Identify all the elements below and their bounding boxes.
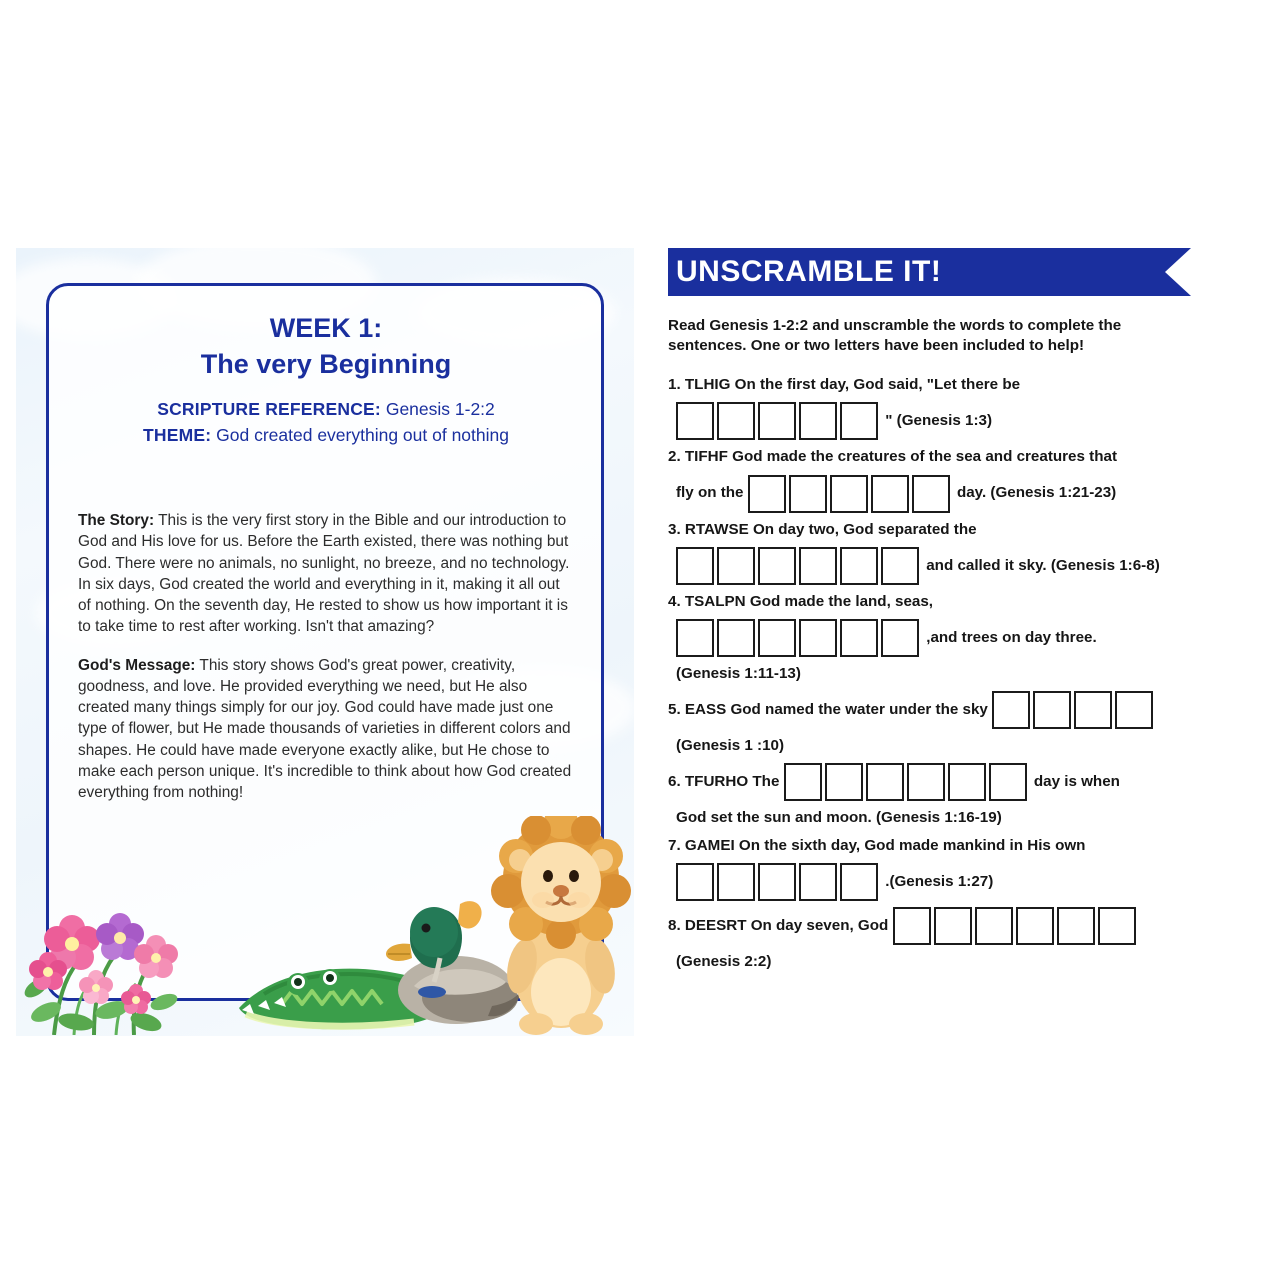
unscramble-question <box>668 691 1228 757</box>
question-answer-row <box>676 402 1228 440</box>
scripture-label: SCRIPTURE REFERENCE: <box>157 399 381 419</box>
question-head <box>668 519 1228 541</box>
scrambled-word: RTAWSE <box>684 520 753 538</box>
answer-box[interactable] <box>1033 691 1071 729</box>
scrambled-word: EASS <box>684 700 731 718</box>
lion-illustration <box>486 816 634 1036</box>
answer-box[interactable] <box>717 863 755 901</box>
question-text-after: day. (Genesis 1:21-23) <box>952 484 1117 502</box>
question-number: 1. <box>668 376 685 394</box>
message-paragraph <box>78 655 576 804</box>
section-banner <box>668 248 1165 296</box>
answer-box[interactable] <box>676 547 714 585</box>
lesson-body <box>78 510 576 820</box>
answer-box[interactable] <box>830 475 868 513</box>
answer-box[interactable] <box>948 763 986 801</box>
question-number: 8. <box>668 916 685 934</box>
page-title <box>76 310 576 383</box>
answer-boxes[interactable] <box>784 763 1030 801</box>
answer-box[interactable] <box>907 763 945 801</box>
scrambled-word: TLHIG <box>684 376 735 394</box>
banner-title: UNSCRAMBLE IT! <box>676 255 942 288</box>
answer-boxes[interactable] <box>676 863 881 901</box>
scrambled-word: TSALPN <box>684 592 750 610</box>
question-text-after: ,and trees on day three. <box>922 628 1097 646</box>
question-tail-text: God set the sun and moon. (Genesis 1:16-19) <box>676 808 1002 826</box>
banner-arrow-icon <box>1165 248 1191 296</box>
answer-boxes[interactable] <box>676 402 881 440</box>
answer-box[interactable] <box>893 907 931 945</box>
question-text: On the sixth day, God made mankind in His own <box>738 836 1086 854</box>
unscramble-section <box>668 248 1228 1058</box>
week-title-line1: WEEK 1: <box>269 313 383 343</box>
question-text: On day two, God separated the <box>752 520 977 538</box>
answer-box[interactable] <box>1115 691 1153 729</box>
question-head <box>668 835 1228 857</box>
unscramble-question <box>668 519 1228 585</box>
unscramble-question <box>668 835 1228 901</box>
question-tail <box>676 807 1228 829</box>
scripture-reference <box>76 396 576 422</box>
answer-box[interactable] <box>717 402 755 440</box>
answer-box[interactable] <box>676 619 714 657</box>
question-answer-row <box>676 547 1228 585</box>
scripture-value: Genesis 1-2:2 <box>380 399 495 419</box>
question-text: The <box>752 772 784 790</box>
unscramble-question <box>668 763 1228 829</box>
unscramble-question <box>668 591 1228 685</box>
answer-boxes[interactable] <box>748 475 953 513</box>
questions-list <box>668 374 1228 972</box>
answer-box[interactable] <box>789 475 827 513</box>
answer-box[interactable] <box>758 402 796 440</box>
question-text-after: .(Genesis 1:27) <box>881 872 994 890</box>
answer-box[interactable] <box>1057 907 1095 945</box>
question-number: 7. <box>668 836 685 854</box>
lesson-card <box>16 248 634 1036</box>
question-tail-text: (Genesis 2:2) <box>676 952 772 970</box>
story-paragraph <box>78 510 576 638</box>
answer-box[interactable] <box>1074 691 1112 729</box>
answer-box[interactable] <box>975 907 1013 945</box>
question-text: On day seven, God <box>750 916 893 934</box>
question-number: 2. <box>668 448 685 466</box>
answer-boxes[interactable] <box>992 691 1156 729</box>
question-answer-row <box>676 619 1228 657</box>
answer-box[interactable] <box>758 619 796 657</box>
theme-value: God created everything out of nothing <box>211 425 509 446</box>
question-head <box>668 591 1228 613</box>
question-number: 3. <box>668 520 685 538</box>
unscramble-question <box>668 446 1228 512</box>
question-text: God made the creatures of the sea and creatures that <box>732 448 1118 466</box>
answer-box[interactable] <box>717 619 755 657</box>
question-tail <box>676 663 1228 685</box>
answer-box[interactable] <box>992 691 1030 729</box>
unscramble-question <box>668 907 1228 973</box>
question-text-after: " (Genesis 1:3) <box>881 412 993 430</box>
question-head <box>668 763 1228 801</box>
question-text: God made the land, seas, <box>749 592 934 610</box>
scrambled-word: TFURHO <box>684 772 753 790</box>
question-text-after: day is when <box>1029 772 1120 790</box>
answer-box[interactable] <box>840 547 878 585</box>
theme-reference <box>76 422 576 448</box>
scrambled-word: GAMEI <box>684 836 739 854</box>
answer-box[interactable] <box>748 475 786 513</box>
answer-box[interactable] <box>881 619 919 657</box>
story-text: This is the very first story in the Bible and our introduction to God and His love for us. Before the Earth existed, there was nothing but God. There were no animals, no sunlight, no breeze, and no technology. In six days, God created the world and everything in it, making it all out of nothing. On the seventh day, He rested to show us how important it is to take time to rest after working. Isn't that amazing? <box>78 512 570 636</box>
question-number: 4. <box>668 592 685 610</box>
answer-box[interactable] <box>825 763 863 801</box>
answer-box[interactable] <box>799 619 837 657</box>
question-answer-row <box>676 863 1228 901</box>
answer-boxes[interactable] <box>893 907 1139 945</box>
theme-label: THEME: <box>143 425 212 446</box>
question-tail <box>676 735 1228 757</box>
question-text-after: and called it sky. (Genesis 1:6-8) <box>922 556 1160 574</box>
scrambled-word: TIFHF <box>684 448 733 466</box>
question-text: God named the water under the sky <box>730 700 993 718</box>
question-text: On the first day, God said, "Let there be <box>734 376 1021 394</box>
answer-box[interactable] <box>1016 907 1054 945</box>
flowers-illustration <box>24 860 204 1035</box>
question-head <box>668 691 1228 729</box>
answer-box[interactable] <box>881 547 919 585</box>
answer-box[interactable] <box>676 863 714 901</box>
answer-box[interactable] <box>1098 907 1136 945</box>
answer-box[interactable] <box>758 547 796 585</box>
answer-box[interactable] <box>989 763 1027 801</box>
unscramble-question <box>668 374 1228 440</box>
instructions-text: Read Genesis 1-2:2 and unscramble the words to complete the sentences. One or two letters have been included to help! <box>668 317 1122 355</box>
answer-box[interactable] <box>784 763 822 801</box>
answer-box[interactable] <box>758 863 796 901</box>
week-title-line2: The very Beginning <box>200 349 452 380</box>
answer-box[interactable] <box>799 402 837 440</box>
answer-box[interactable] <box>717 547 755 585</box>
question-answer-row <box>676 475 1228 513</box>
answer-box[interactable] <box>676 402 714 440</box>
answer-boxes[interactable] <box>676 619 922 657</box>
question-tail-text: (Genesis 1:11-13) <box>676 664 801 682</box>
answer-box[interactable] <box>799 547 837 585</box>
question-tail <box>676 951 1228 973</box>
question-head <box>668 907 1228 945</box>
message-text: This story shows God's great power, creativity, goodness, and love. He provided everything we need, but He also created many things simply for our joy. God could have made just one type of flower, but He made thousands of varieties in different colors and shapes. He could have made everyone exactly alike, but He chose to make each person unique. It's incredible to think about how God created everything from nothing! <box>78 656 572 801</box>
answer-box[interactable] <box>866 763 904 801</box>
message-label: God's Message: <box>78 656 196 674</box>
question-text-mid: fly on the <box>676 484 748 502</box>
answer-box[interactable] <box>840 863 878 901</box>
story-label: The Story: <box>78 512 155 529</box>
answer-box[interactable] <box>934 907 972 945</box>
question-tail-text: (Genesis 1 :10) <box>676 736 785 754</box>
answer-box[interactable] <box>799 863 837 901</box>
question-head <box>668 374 1228 396</box>
question-number: 6. <box>668 772 685 790</box>
answer-box[interactable] <box>840 402 878 440</box>
answer-box[interactable] <box>840 619 878 657</box>
answer-boxes[interactable] <box>676 547 922 585</box>
answer-box[interactable] <box>871 475 909 513</box>
scrambled-word: DEESRT <box>684 916 751 934</box>
answer-box[interactable] <box>912 475 950 513</box>
question-number: 5. <box>668 700 685 718</box>
reference-block <box>76 396 576 449</box>
question-head <box>668 446 1228 468</box>
